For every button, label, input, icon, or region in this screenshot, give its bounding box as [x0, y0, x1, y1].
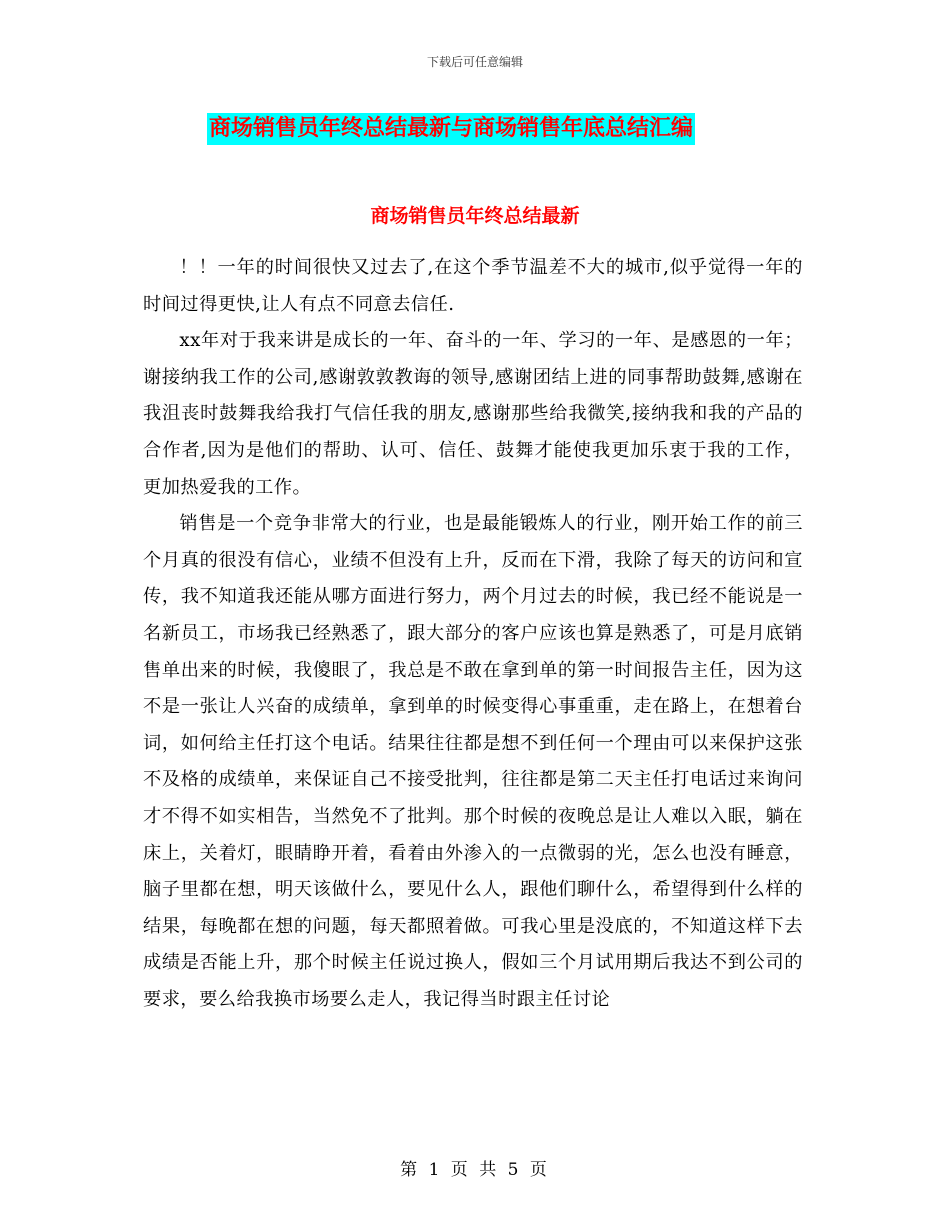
- header-note: 下载后可任意编辑: [426, 55, 523, 69]
- section-title: 商场销售员年终总结最新: [370, 205, 580, 227]
- document-title: 商场销售员年终总结最新与商场销售年底总结汇编: [207, 113, 695, 145]
- body-text: [143, 250, 803, 1018]
- page-number: 第 1 页 共 5 页: [400, 1160, 550, 1180]
- paragraph-intro: ！！一年的时间很快又过去了,在这个季节温差不大的城市,似乎觉得一年的时间过得更快,让人有点不同意去信任.: [143, 257, 803, 315]
- paragraph-gratitude: xx年对于我来讲是成长的一年、奋斗的一年、学习的一年、是感恩的一年；谢接纳我工作的公司,感谢敦敦教诲的领导,感谢团结上进的同事帮助鼓舞,感谢在我沮丧时鼓舞我给我打气信任我的朋友,感谢那些给我微笑,接纳我和我的产品的合作者,因为是他们的帮助、认可、信任、鼓舞才能使我更加乐衷于我的工作，更加热爱我的工作。: [143, 330, 803, 498]
- paragraph-sales-experience: 销售是一个竞争非常大的行业，也是最能锻炼人的行业，刚开始工作的前三个月真的很没有信心，业绩不但没有上升，反而在下滑，我除了每天的访问和宣传，我不知道我还能从哪方面进行努力，两个月过去的时候，我已经不能说是一名新员工，市场我已经熟悉了，跟大部分的客户应该也算是熟悉了，可是月底销售单出来的时候，我傻眼了，我总是不敢在拿到单的第一时间报告主任，因为这不是一张让人兴奋的成绩单，拿到单的时候变得心事重重，走在路上，在想着台词，如何给主任打这个电话。结果往往都是想不到任何一个理由可以来保护这张不及格的成绩单，来保证自己不接受批判，往往都是第二天主任打电话过来询问才不得不如实相告，当然免不了批判。那个时候的夜晚总是让人难以入眠，躺在床上，关着灯，眼睛睁开着，看着由外渗入的一点微弱的光，怎么也没有睡意，脑子里都在想，明天该做什么，要见什么人，跟他们聊什么，希望得到什么样的结果，每晚都在想的问题，每天都照着做。可我心里是没底的，不知道这样下去成绩是否能上升，那个时候主任说过换人，假如三个月试用期后我达不到公司的要求，要么给我换市场要么走人，我记得当时跟主任讨论: [143, 513, 803, 1010]
